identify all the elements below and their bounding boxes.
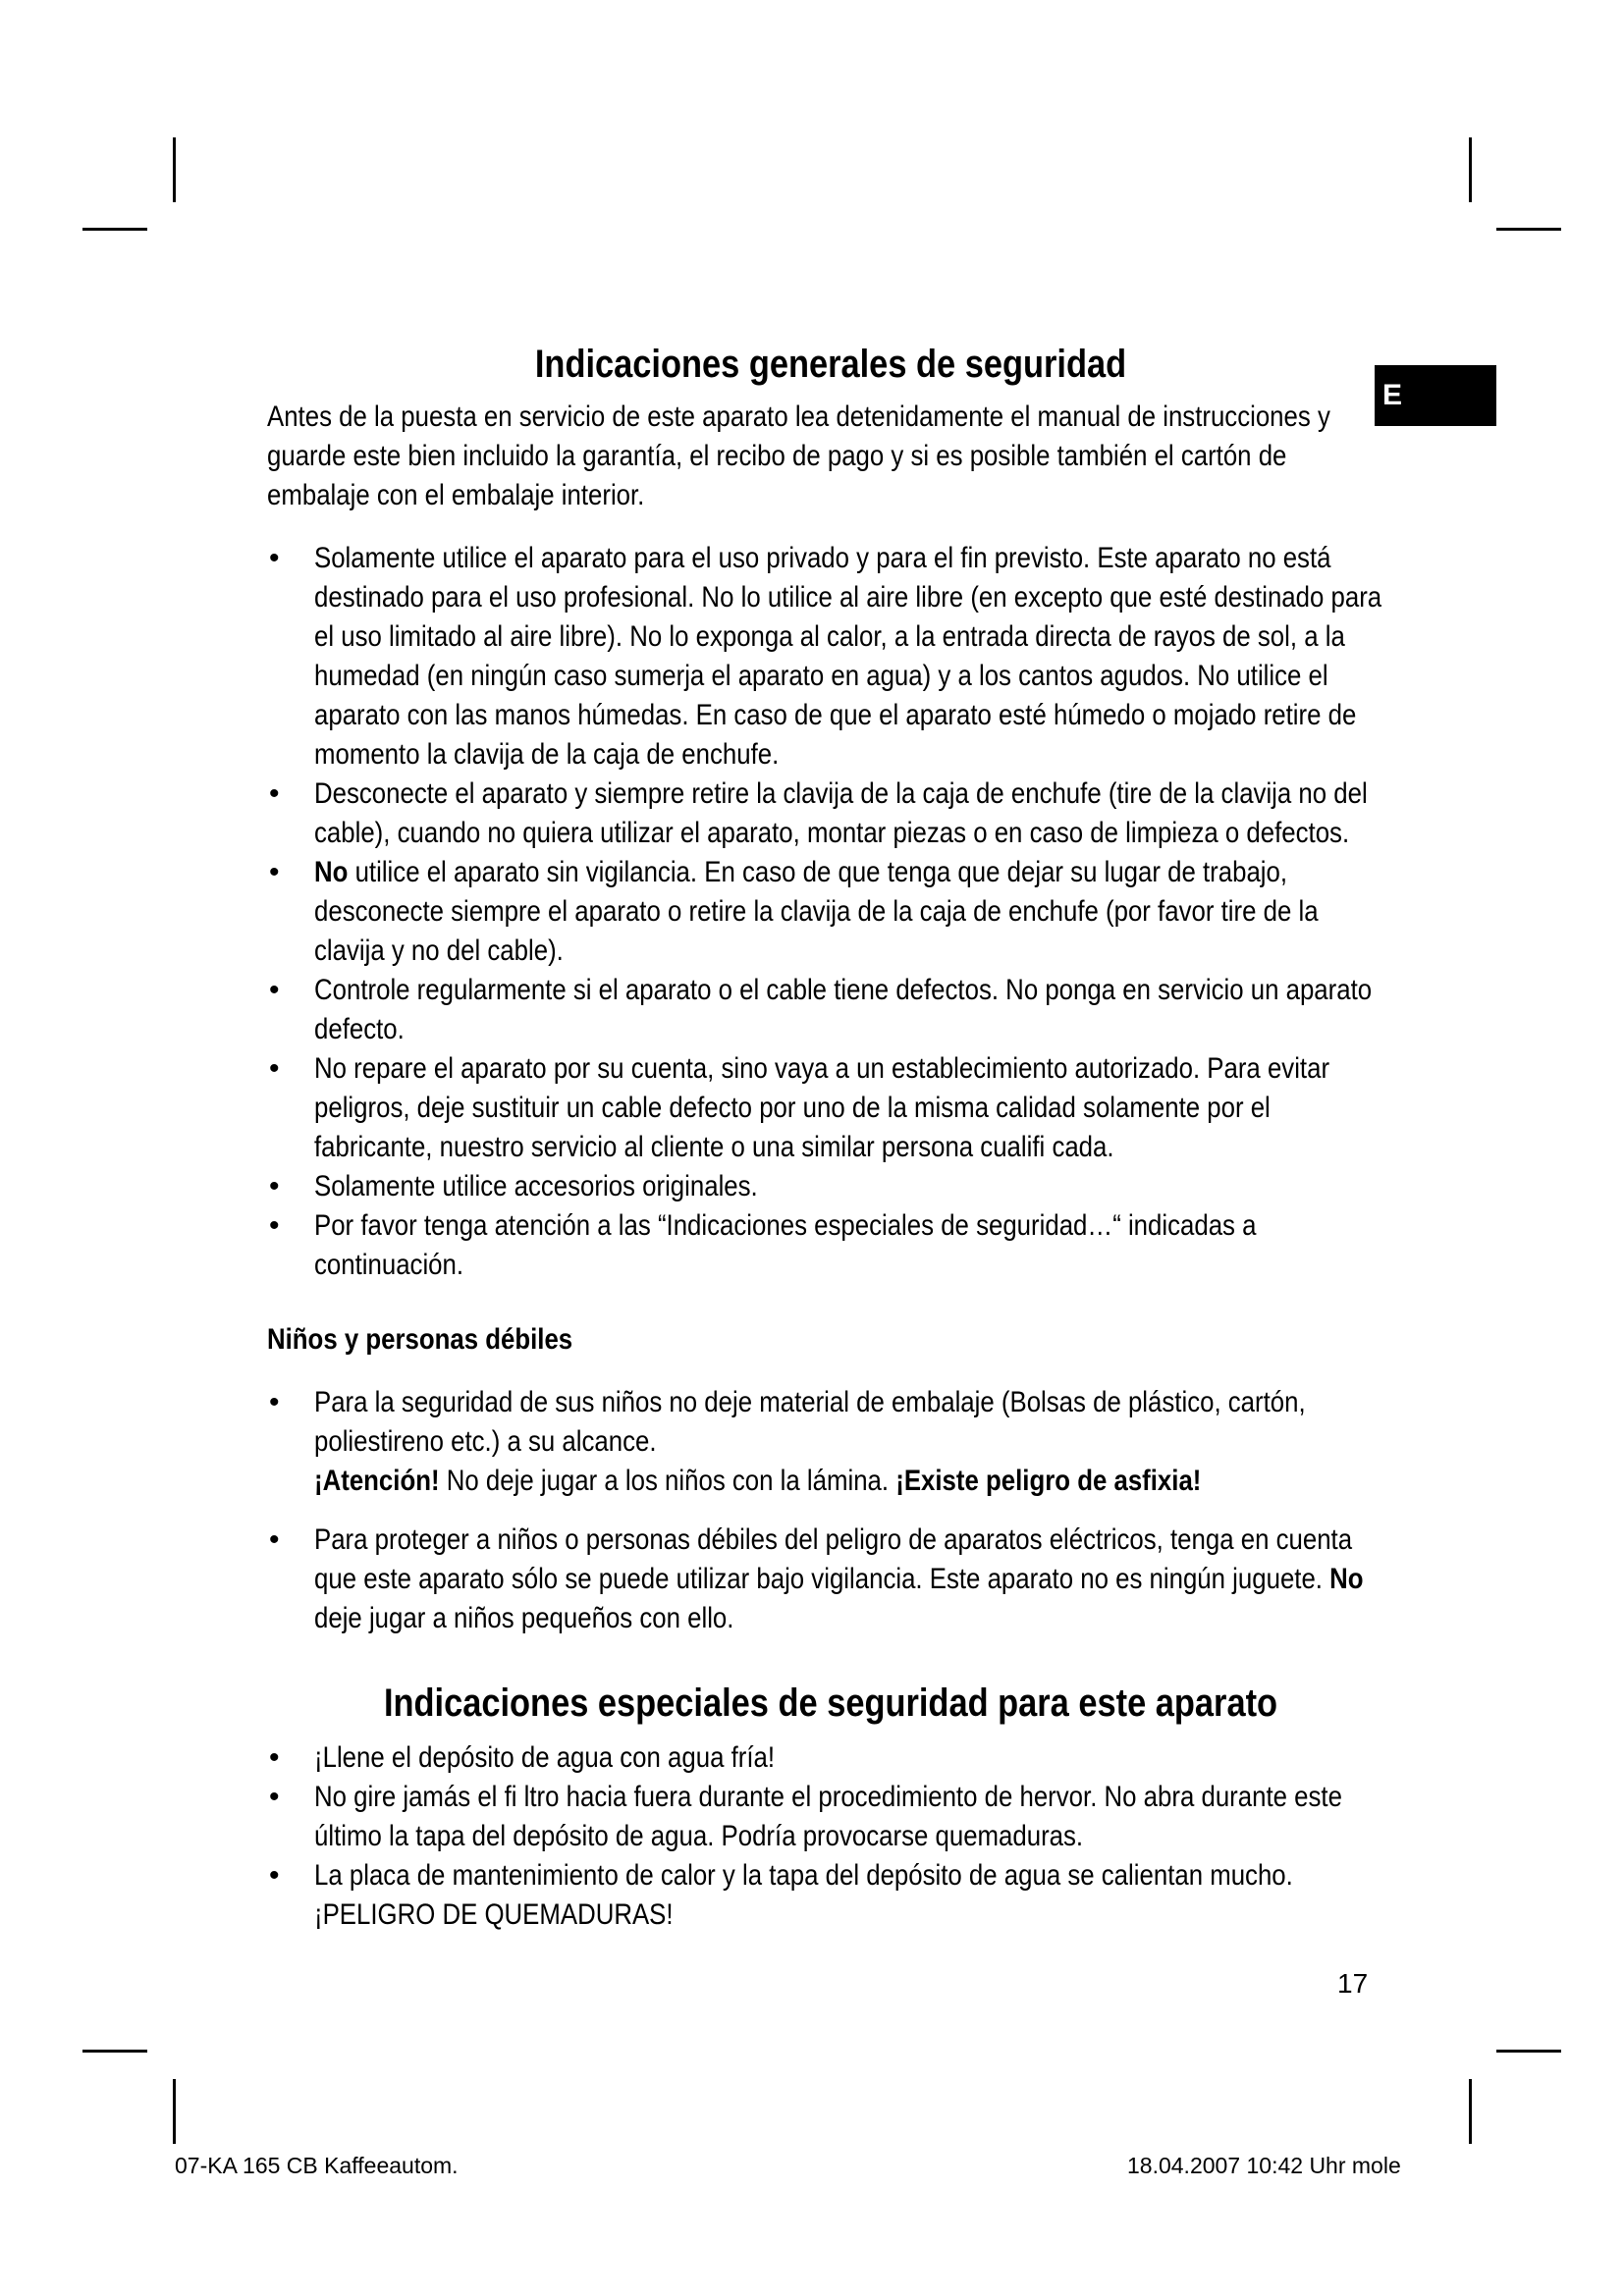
crop-mark	[173, 137, 176, 202]
list-item: • Solamente utilice accesorios originales.	[269, 1170, 758, 1202]
list-item: • Por favor tenga atención a las “Indicaciones especiales de seguridad…“ indicadas a continuación.	[269, 1209, 1257, 1281]
footer-timestamp: 18.04.2007 10:42 Uhr mole	[1127, 2153, 1401, 2178]
crop-mark	[1469, 2079, 1472, 2144]
crop-mark	[1496, 228, 1561, 231]
footer-job-label: 07-KA 165 CB Kaffeeautom.	[175, 2153, 459, 2178]
page-number: 17	[1337, 1968, 1369, 1999]
list-item: • No repare el aparato por su cuenta, sino vaya a un establecimiento autorizado. Para evitar peligros, deje sustituir un cable defecto por uno de la misma calidad solamente por el fabricante, nuestro servicio al cliente o una similar persona cualifi cada.	[269, 1052, 1330, 1163]
list-item: • La placa de mantenimiento de calor y la tapa del depósito de agua se calientan mucho. ¡PELIGRO DE QUEMADURAS!	[269, 1859, 1293, 1931]
list-item: • No utilice el aparato sin vigilancia. En caso de que tenga que dejar su lugar de trabajo, desconecte siempre el aparato o retire la clavija de la caja de enchufe (por favor tire de la clavija y no del cable).	[269, 856, 1319, 967]
children-safety-list	[267, 1383, 1394, 1638]
language-tab-label: E	[1382, 379, 1403, 411]
list-item: • Controle regularmente si el aparato o el cable tiene defectos. No ponga en servicio un aparato defecto.	[269, 974, 1373, 1045]
content	[267, 339, 1394, 1935]
crop-mark	[82, 228, 147, 231]
intro-paragraph: Antes de la puesta en servicio de este aparato lea detenidamente el manual de instrucciones y guarde este bien incluido la garantía, el recibo de pago y si es posible también el cartón de embalaje con el embalaje interior.	[267, 400, 1330, 511]
list-item: • Desconecte el aparato y siempre retire la clavija de la caja de enchufe (tire de la clavija no del cable), cuando no quiera utilizar el aparato, montar piezas o en caso de limpieza o defectos.	[269, 777, 1368, 849]
subheading-children: Niños y personas débiles	[267, 1323, 573, 1356]
list-item: • Para la seguridad de sus niños no deje material de embalaje (Bolsas de plástico, cartón, poliestireno etc.) a su alcance. ¡Atención! No deje jugar a los niños con la lámina. ¡Existe peligro de asfixia!	[269, 1386, 1306, 1497]
section-title-special: Indicaciones especiales de seguridad para este aparato	[383, 1682, 1278, 1725]
list-item: • Para proteger a niños o personas débiles del peligro de aparatos eléctricos, tenga en cuenta que este aparato sólo se puede utilizar bajo vigilancia. Este aparato no es ningún juguete. No deje jugar a niños pequeños con ello.	[269, 1523, 1364, 1634]
crop-mark	[82, 2050, 147, 2053]
emphasis-no: No	[1329, 1563, 1364, 1595]
crop-mark	[1496, 2050, 1561, 2053]
list-item: • Solamente utilice el aparato para el uso privado y para el fin previsto. Este aparato no está destinado para el uso profesional. No lo utilice al aire libre (en excepto que esté destinado para el uso limitado al aire libre). No lo exponga al calor, a la entrada directa de rayos de sol, a la humedad (en ningún caso sumerja el aparato en agua) y a los cantos agudos. No utilice el aparato con las manos húmedas. En caso de que el aparato esté húmedo o mojado retire de momento la clavija de la caja de enchufe.	[269, 542, 1382, 771]
crop-mark	[173, 2079, 176, 2144]
emphasis-no: No	[314, 856, 349, 888]
crop-mark	[1469, 137, 1472, 202]
list-item: • ¡Llene el depósito de agua con agua fría!	[269, 1741, 776, 1774]
section-title-general: Indicaciones generales de seguridad	[534, 343, 1127, 386]
attention-label: ¡Atención!	[314, 1465, 440, 1497]
danger-warning: ¡Existe peligro de asfixia!	[895, 1465, 1202, 1497]
list-item: • No gire jamás el fi ltro hacia fuera durante el procedimiento de hervor. No abra durante este último la tapa del depósito de agua. Podría provocarse quemaduras.	[269, 1781, 1342, 1852]
special-safety-list	[267, 1738, 1394, 1935]
general-safety-list	[267, 539, 1394, 1285]
